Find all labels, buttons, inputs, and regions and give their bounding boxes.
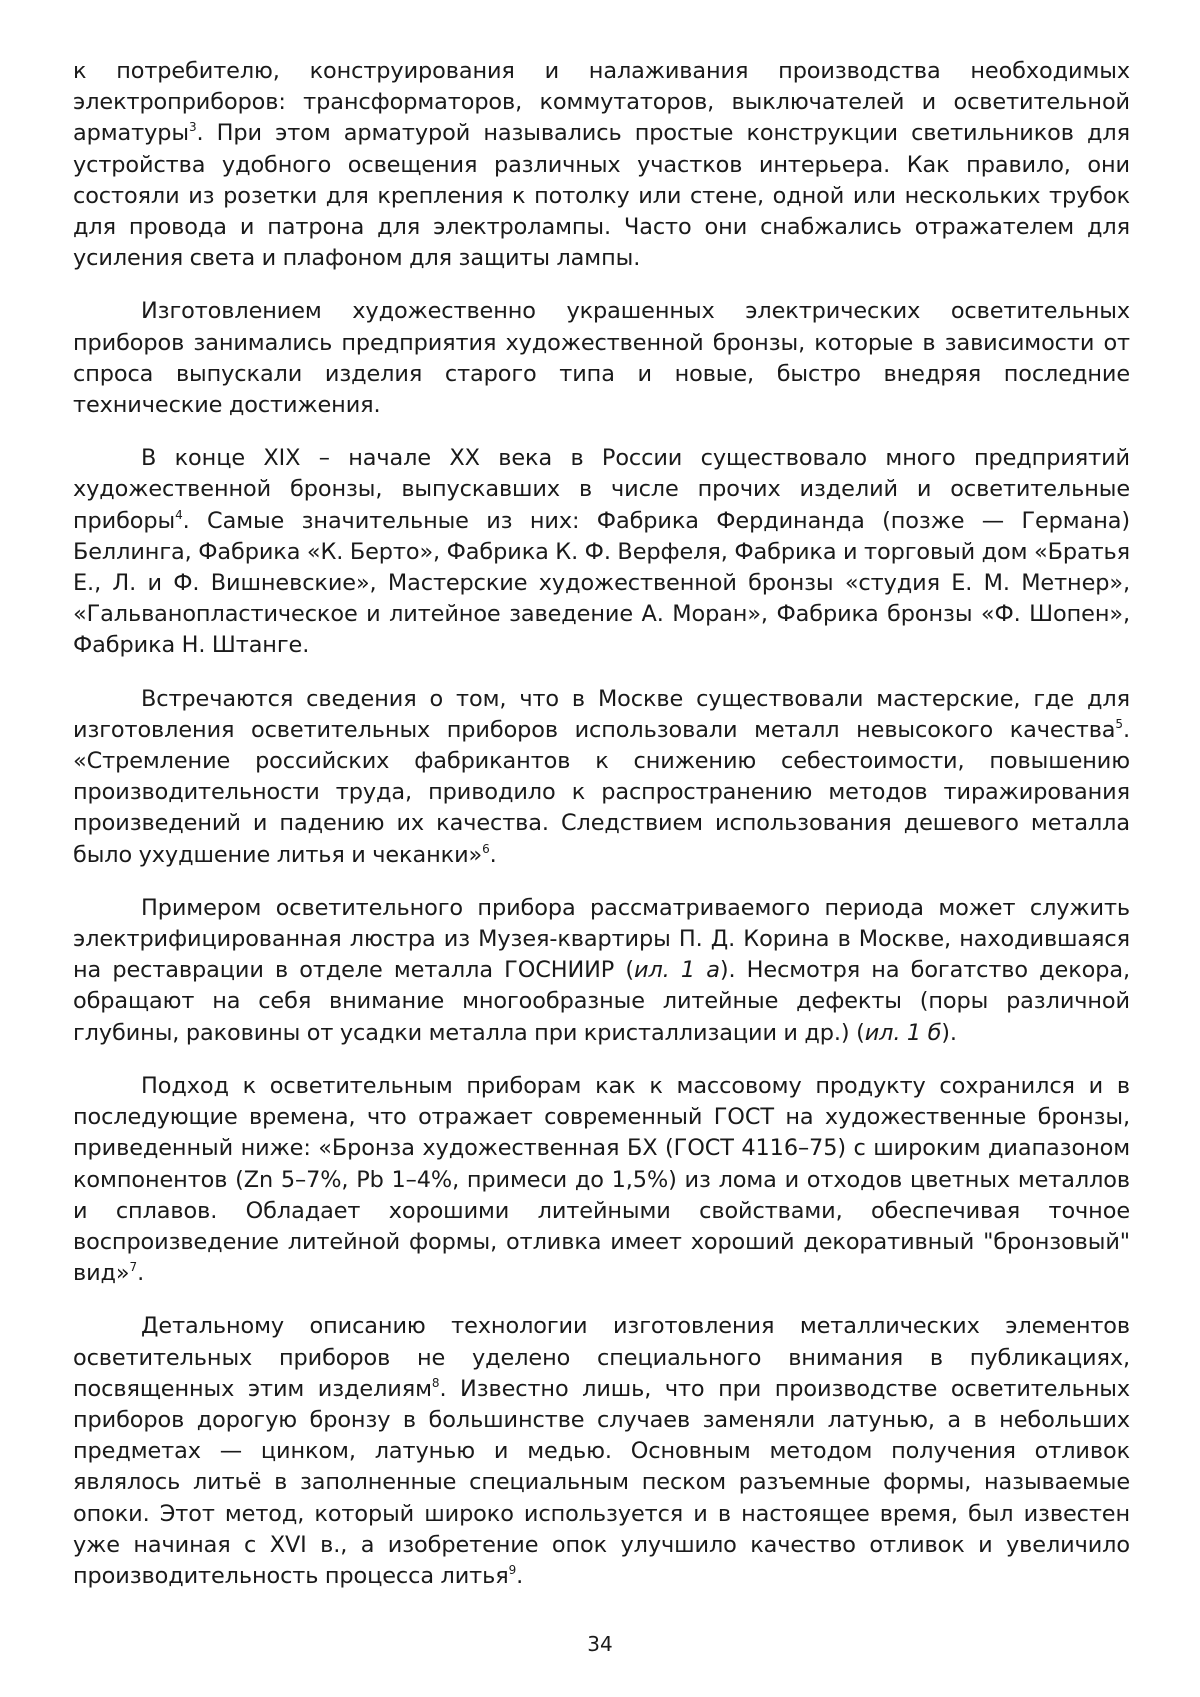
paragraph: [73, 1311, 1130, 1592]
footnote-ref: 9: [508, 1562, 517, 1577]
paragraph: [73, 56, 1130, 274]
paragraph: [73, 893, 1130, 1049]
text-run: Подход к осветительным приборам как к массовому продукту сохранился и в последующие времена, что отражает современный ГОСТ на художественные бронзы, приведенный ниже: «Бронза художественная БХ (ГОСТ 4116–75) с широким диапазоном компонентов (Zn 5–7%, Pb 1–4%, примеси до 1,5%) из лома и отходов цветных металлов и сплавов. Обладает хорошими литейными свойствами, обеспечивая точное воспроизведение литейной формы, отливка имеет хороший декоративный "бронзовый" вид»: [73, 1072, 1130, 1287]
paragraph: [73, 296, 1130, 421]
text-run: .: [489, 841, 497, 868]
text-run: ). Несмотря на богатство декора, обращают на себя внимание многообразные литейные дефекты (поры различной глубины, раковины от усадки металла при кристаллизации и др.) (: [73, 957, 1131, 1046]
text-run: Детальному описанию технологии изготовления металлических элементов осветительных приборов не уделено специального внимания в публикациях, посвященных этим изделиям: [73, 1313, 1130, 1402]
illustration-ref: ил. 1 б: [864, 1019, 942, 1046]
page-number: 34: [587, 1632, 613, 1656]
text-run: В конце XIX – начале XX века в России существовало много предприятий художественной бронзы, выпускавших в числе прочих изделий и осветительные приборы: [73, 445, 1130, 534]
footnote-ref: 8: [431, 1375, 440, 1390]
paragraph: [73, 443, 1130, 661]
footnote-ref: 7: [129, 1260, 138, 1275]
text-run: .: [516, 1562, 524, 1589]
text-run: . Самые значительные из них: Фабрика Фердинанда (позже — Германа) Беллинга, Фабрика «К. Берто», Фабрика К. Ф. Верфеля, Фабрика и торговый дом «Братья Е., Л. и Ф. Вишневские», Мастерские художественной бронзы «студия Е. М. Метнер», «Гальванопластическое и литейное заведение А. Моран», Фабрика бронзы «Ф. Шопен», Фабрика Н. Штанге.: [73, 507, 1130, 659]
illustration-ref: ил. 1 а: [634, 957, 720, 984]
paragraph: [73, 1071, 1130, 1289]
text-run: . «Стремление российских фабрикантов к снижению себестоимости, повышению производительности труда, приводило к распространению методов тиражирования произведений и падению их качества. Следствием использования дешевого металла было ухудшение литья и чеканки»: [73, 716, 1130, 868]
footnote-ref: 6: [482, 841, 490, 856]
text-run: . При этом арматурой назывались простые конструкции светильников для устройства удобного освещения различных участков интерьера. Как правило, они состояли из розетки для крепления к потолку или стене, одной или нескольких трубок для провода и патрона для электролампы. Часто они снабжались отражателем для усиления света и плафоном для защиты лампы.: [73, 120, 1130, 272]
text-run: Встречаются сведения о том, что в Москве существовали мастерские, где для изготовления осветительных приборов использовали металл невысокого качества: [73, 685, 1130, 743]
text-run: Примером осветительного прибора рассматриваемого периода может служить электрифицированная люстра из Музея-квартиры П. Д. Корина в Москве, находившаяся на реставрации в отделе металла ГОСНИИР (: [73, 894, 1130, 984]
body-text: [73, 56, 1130, 1592]
paragraph: [73, 684, 1130, 871]
text-run: к потребителю, конструирования и налаживания производства необходимых электроприборов: трансформаторов, коммутаторов, выключателей и осветительной арматуры: [73, 58, 1130, 147]
footnote-ref: 4: [175, 507, 183, 522]
text-run: . Известно лишь, что при производстве осветительных приборов дорогую бронзу в большинстве случаев заменяли латунью, а в небольших предметах — цинком, латунью и медью. Основным методом получения отливок являлось литьё в заполненные специальным песком разъемные формы, называемые опоки. Этот метод, который широко используется и в настоящее время, был известен уже начиная с XVI в., а изобретение опок улучшило качество отливок и увеличило производительность процесса литья: [73, 1375, 1130, 1589]
footnote-ref: 3: [188, 120, 197, 135]
footnote-ref: 5: [1115, 716, 1123, 731]
text-run: Изготовлением художественно украшенных электрических осветительных приборов занимались предприятия художественной бронзы, которые в зависимости от спроса выпускали изделия старого типа и новые, быстро внедряя последние технические достижения.: [73, 298, 1130, 419]
text-run: ).: [941, 1019, 957, 1046]
text-run: .: [137, 1260, 145, 1287]
